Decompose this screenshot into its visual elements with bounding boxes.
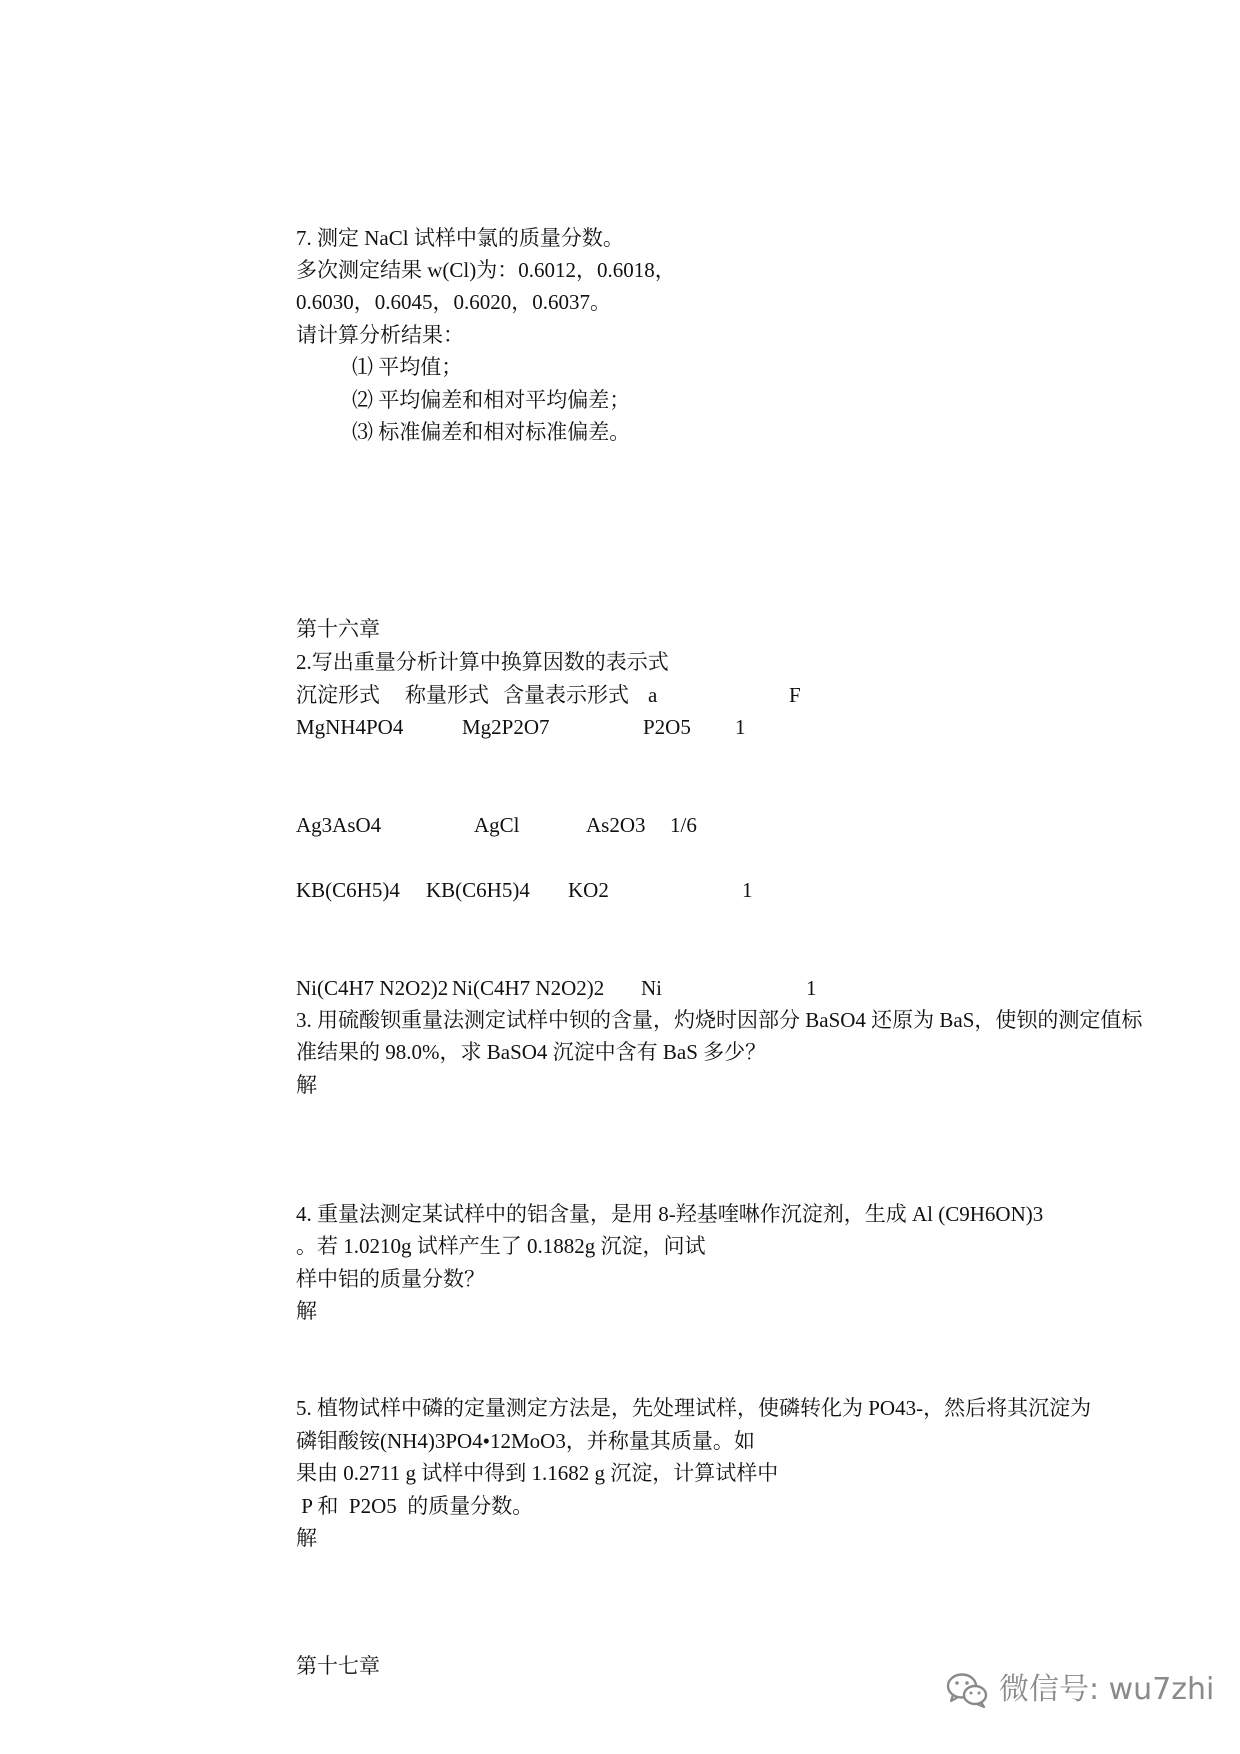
q7-item-2: ⑵ 平均偏差和相对平均偏差； [352,388,631,412]
table-cell: Ni(C4H7 N2O2)2 [296,976,449,1000]
q4-line-3: 样中铝的质量分数？ [296,1267,485,1291]
table-cell: AgCl [474,813,520,837]
table-cell: 1 [806,976,817,1000]
q7-item-1: ⑴ 平均值； [352,355,463,379]
table-cell: P2O5 [643,715,691,739]
q5-line-2: 磷钼酸铵(NH4)3PO4•12MoO3，并称量其质量。如 [296,1429,755,1453]
table-cell: 1 [735,715,746,739]
q7-prompt: 请计算分析结果： [296,323,464,347]
q2-header-weighing-form: 称量形式 [405,683,489,707]
table-cell: Ag3AsO4 [296,813,382,837]
watermark-text: 微信号: wu7zhi [999,1672,1215,1707]
q2-header-f: F [789,683,801,707]
q5-answer-label: 解 [296,1526,317,1550]
q3-line-1: 3. 用硫酸钡重量法测定试样中钡的含量，灼烧时因部分 BaSO4 还原为 BaS，使钡的测定值标 [296,1008,1143,1032]
wechat-watermark [945,1670,1214,1710]
q4-answer-label: 解 [296,1299,317,1323]
q3-answer-label: 解 [296,1073,317,1097]
table-cell: KO2 [568,878,609,902]
q5-line-1: 5. 植物试样中磷的定量测定方法是，先处理试样，使磷转化为 PO43-，然后将其沉淀为 [296,1396,1092,1420]
table-cell: Ni [641,976,662,1000]
q5-line-3: 果由 0.2711 g 试样中得到 1.1682 g 沉淀，计算试样中 [296,1461,779,1485]
q7-data-line-1: 多次测定结果 w(Cl)为：0.6012，0.6018， [296,258,676,282]
table-cell: Ni(C4H7 N2O2)2 [452,976,605,1000]
q2-header-content-form: 含量表示形式 [503,683,629,707]
q5-line-4: P 和 P2O5 的质量分数。 [296,1494,534,1518]
table-cell: 1/6 [670,813,697,837]
wechat-icon [945,1670,989,1710]
table-cell: MgNH4PO4 [296,715,404,739]
table-cell: KB(C6H5)4 [296,878,400,902]
chapter-17-heading: 第十七章 [296,1654,380,1678]
q2-title: 2.写出重量分析计算中换算因数的表示式 [296,650,669,674]
q2-header-precipitate-form: 沉淀形式 [296,683,380,707]
table-cell: Mg2P2O7 [462,715,550,739]
q4-line-1: 4. 重量法测定某试样中的铝含量，是用 8-羟基喹啉作沉淀剂，生成 Al (C9H6ON)3 [296,1202,1044,1226]
table-cell: KB(C6H5)4 [426,878,530,902]
q7-title: 7. 测定 NaCl 试样中氯的质量分数。 [296,226,624,250]
q7-item-3: ⑶ 标准偏差和相对标准偏差。 [352,420,631,444]
q7-data-line-2: 0.6030，0.6045，0.6020，0.6037。 [296,290,611,314]
table-cell: As2O3 [586,813,646,837]
chapter-16-heading: 第十六章 [296,617,380,641]
table-cell: 1 [742,878,753,902]
q2-header-a: a [648,683,658,707]
q3-line-2: 准结果的 98.0%，求 BaSO4 沉淀中含有 BaS 多少？ [296,1040,767,1064]
q4-line-2: 。若 1.0210g 试样产生了 0.1882g 沉淀，问试 [296,1234,706,1258]
